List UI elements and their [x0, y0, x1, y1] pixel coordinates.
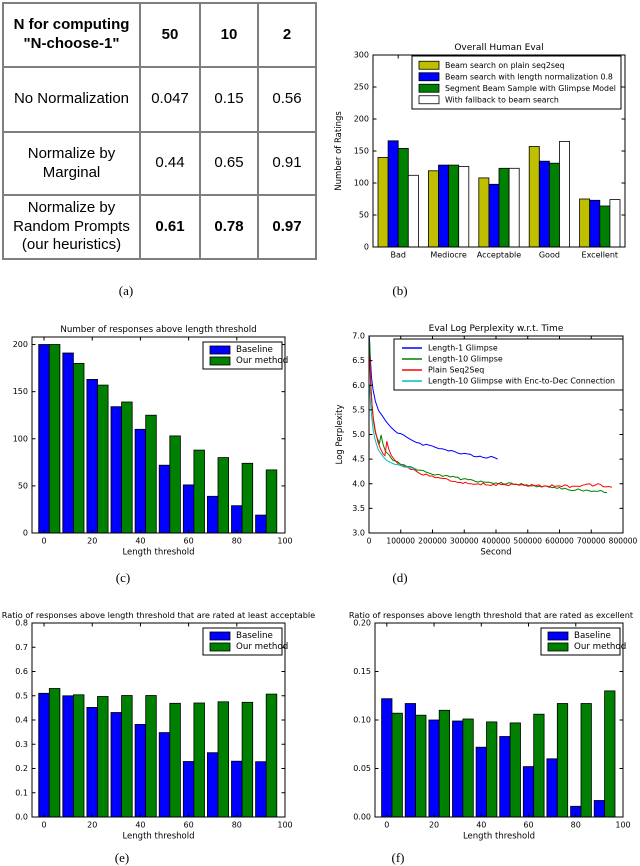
y-axis-label: Log Perplexity: [335, 404, 345, 465]
caption-b: (b): [392, 283, 408, 298]
caption-d: (d): [392, 570, 408, 585]
svg-text:Plain Seq2Seq: Plain Seq2Seq: [428, 365, 485, 375]
svg-text:100: 100: [615, 820, 631, 830]
y-axis-label: Number of Ratings: [334, 111, 344, 191]
table-cell: 0.15: [200, 67, 258, 132]
svg-text:100: 100: [12, 434, 28, 444]
svg-text:Baseline: Baseline: [236, 631, 273, 641]
svg-text:6.0: 6.0: [352, 380, 365, 390]
svg-text:Baseline: Baseline: [574, 631, 611, 641]
chart-canvas: [330, 30, 640, 282]
svg-text:700000: 700000: [576, 536, 606, 546]
svg-text:Acceptable: Acceptable: [476, 250, 522, 260]
table-row: [3, 132, 316, 195]
legend: [203, 342, 288, 369]
svg-text:0.10: 0.10: [353, 715, 371, 725]
line-series-3: [370, 385, 417, 469]
table-row: [3, 195, 316, 259]
svg-text:20: 20: [428, 820, 440, 830]
svg-text:500000: 500000: [513, 536, 543, 546]
svg-text:5.5: 5.5: [352, 405, 365, 415]
svg-text:300000: 300000: [449, 536, 479, 546]
legend: [203, 628, 288, 655]
svg-text:Beam search with length normal: Beam search with length normalization 0.8: [445, 72, 613, 82]
table-row: [3, 67, 316, 132]
svg-text:0.00: 0.00: [353, 812, 371, 822]
caption-e: (e): [114, 850, 130, 865]
svg-text:5.0: 5.0: [352, 430, 365, 439]
svg-text:Good: Good: [538, 250, 560, 260]
svg-text:0: 0: [41, 536, 47, 546]
subfigure-c-responses-above-threshold-chart: [0, 320, 320, 572]
svg-text:600000: 600000: [545, 536, 574, 546]
svg-text:150: 150: [12, 387, 28, 397]
plot-series: [378, 141, 620, 247]
chart-canvas: [330, 320, 640, 572]
svg-text:300: 300: [353, 50, 369, 60]
svg-text:0.1: 0.1: [15, 788, 28, 798]
svg-text:250: 250: [353, 82, 369, 92]
svg-text:Baseline: Baseline: [236, 345, 273, 355]
svg-text:40: 40: [476, 820, 487, 830]
svg-text:60: 60: [523, 820, 534, 830]
x-axis-label: Length threshold: [462, 831, 536, 842]
legend: [541, 628, 626, 655]
svg-text:Mediocre: Mediocre: [430, 250, 467, 260]
svg-text:Bad: Bad: [390, 250, 406, 260]
svg-text:With fallback to beam search: With fallback to beam search: [445, 95, 559, 105]
table-cell: 0.047: [140, 67, 200, 132]
svg-text:40: 40: [135, 536, 146, 546]
svg-text:4.5: 4.5: [352, 454, 365, 464]
svg-text:Segment Beam Sample with Glimp: Segment Beam Sample with Glimpse Model: [445, 83, 616, 93]
svg-text:100: 100: [353, 178, 369, 188]
svg-text:0: 0: [363, 242, 369, 252]
svg-text:0: 0: [22, 528, 28, 538]
subfigure-e-acceptable-ratio-chart: [0, 600, 320, 852]
svg-text:0.2: 0.2: [15, 764, 28, 773]
svg-text:0: 0: [366, 536, 372, 546]
svg-text:Length-10 Glimpse: Length-10 Glimpse: [428, 354, 503, 364]
plot-series: [382, 691, 615, 817]
svg-text:80: 80: [231, 820, 242, 830]
x-axis-label: Length threshold: [122, 831, 195, 842]
svg-text:6.5: 6.5: [352, 356, 365, 366]
svg-text:Length-10 Glimpse with Enc-to-: Length-10 Glimpse with Enc-to-Dec Connection: [428, 376, 616, 386]
legend: [394, 339, 623, 390]
table-row-label: No Normalization: [3, 67, 140, 132]
svg-text:Excellent: Excellent: [581, 250, 619, 260]
svg-text:3.5: 3.5: [352, 503, 365, 513]
svg-text:Our method: Our method: [574, 642, 627, 652]
svg-text:200: 200: [353, 114, 369, 124]
svg-text:80: 80: [570, 820, 581, 830]
svg-text:Our method: Our method: [236, 356, 289, 366]
svg-text:60: 60: [183, 820, 194, 830]
plot-series: [39, 345, 277, 534]
svg-text:50: 50: [17, 481, 28, 491]
table-header-cell: 50: [140, 3, 200, 67]
x-axis-label: Second: [480, 547, 512, 558]
svg-text:40: 40: [135, 820, 146, 830]
subfigure-b-overall-human-eval-chart: [330, 30, 640, 282]
caption-c: (c): [115, 570, 131, 585]
table-header-cell: 2: [258, 3, 316, 67]
table-row-label: Normalize by Random Prompts (our heuristics): [3, 195, 140, 259]
svg-text:0.7: 0.7: [15, 642, 28, 652]
chart-title: Number of responses above length threshold: [60, 325, 257, 335]
chart-canvas: [330, 600, 640, 852]
svg-text:0.05: 0.05: [353, 764, 371, 773]
svg-text:80: 80: [231, 536, 242, 546]
svg-text:0.20: 0.20: [353, 618, 371, 628]
svg-text:20: 20: [87, 536, 98, 546]
table-cell: 0.56: [258, 67, 316, 132]
plot-series: [39, 689, 277, 818]
caption-f: (f): [391, 850, 405, 865]
svg-text:Length-1 Glimpse: Length-1 Glimpse: [428, 343, 498, 353]
table-cell: 0.91: [258, 132, 316, 195]
svg-text:100000: 100000: [386, 536, 416, 546]
svg-text:100: 100: [277, 820, 293, 830]
svg-text:Our method: Our method: [236, 642, 289, 652]
svg-text:0.8: 0.8: [15, 618, 28, 628]
table-header-row: [3, 3, 316, 67]
svg-text:0.15: 0.15: [353, 667, 371, 676]
x-axis-label: Length threshold: [122, 547, 195, 558]
svg-text:50: 50: [358, 210, 369, 220]
subfigure-d-log-perplexity-chart: [330, 320, 640, 572]
table-cell: 0.78: [200, 195, 258, 259]
svg-text:100: 100: [277, 536, 293, 546]
subfigure-f-excellent-ratio-chart: [330, 600, 640, 852]
svg-text:0.4: 0.4: [15, 715, 28, 725]
table-header-cell: 10: [200, 3, 258, 67]
svg-text:7.0: 7.0: [352, 331, 365, 341]
table-cell: 0.97: [258, 195, 316, 259]
svg-text:200000: 200000: [418, 536, 447, 546]
chart-canvas: [0, 320, 320, 572]
svg-text:200: 200: [12, 340, 28, 350]
table-cell: 0.65: [200, 132, 258, 195]
svg-text:20: 20: [87, 820, 98, 830]
chart-title: Overall Human Eval: [454, 43, 544, 53]
svg-text:0: 0: [384, 820, 390, 830]
table-header-cell: N for computing "N-choose-1": [3, 3, 140, 67]
svg-text:4.0: 4.0: [352, 479, 365, 489]
chart-title: Ratio of responses above length threshold that are rated as excellent: [348, 610, 634, 620]
table-cell: 0.44: [140, 132, 200, 195]
svg-text:0: 0: [41, 820, 47, 830]
svg-text:0.0: 0.0: [15, 812, 28, 822]
svg-text:400000: 400000: [481, 536, 511, 546]
caption-a: (a): [118, 283, 134, 298]
svg-text:800000: 800000: [608, 536, 638, 546]
svg-text:0.5: 0.5: [15, 691, 28, 701]
chart-title: Ratio of responses above length threshold that are rated at least acceptable: [1, 610, 316, 620]
table-row-label: Normalize by Marginal: [3, 132, 140, 195]
svg-text:60: 60: [183, 536, 194, 546]
svg-text:0.6: 0.6: [15, 667, 28, 676]
legend: [412, 56, 621, 109]
svg-text:150: 150: [353, 146, 369, 156]
n-choose-1-table: [2, 2, 317, 260]
svg-text:3.0: 3.0: [352, 528, 365, 538]
svg-text:Beam search on plain seq2seq: Beam search on plain seq2seq: [445, 60, 565, 70]
chart-title: Eval Log Perplexity w.r.t. Time: [428, 324, 564, 334]
svg-text:0.3: 0.3: [15, 739, 28, 749]
table-cell: 0.61: [140, 195, 200, 259]
chart-canvas: [0, 600, 320, 852]
